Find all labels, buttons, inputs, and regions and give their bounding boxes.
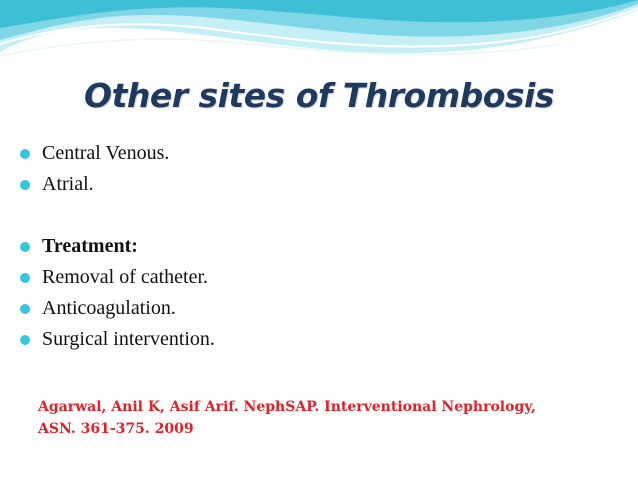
bullet-item xyxy=(16,169,616,200)
bullet-text: Anticoagulation. xyxy=(42,297,176,319)
bullet-item-heading xyxy=(16,231,616,262)
bullet-item xyxy=(16,262,616,293)
bullet-icon xyxy=(20,180,30,190)
bullet-item xyxy=(16,138,616,169)
slide-title: Other sites of Thrombosis xyxy=(84,76,554,115)
bullet-text: Surgical intervention. xyxy=(42,328,215,350)
bullet-icon xyxy=(20,242,30,252)
bullet-item xyxy=(16,293,616,324)
bullet-item xyxy=(16,324,616,355)
reference-line: ASN. 361-375. 2009 xyxy=(38,421,194,437)
reference-line: Agarwal, Anil K, Asif Arif. NephSAP. Interventional Nephrology, xyxy=(38,399,536,415)
bullet-spacer xyxy=(16,200,616,231)
bullet-text: Removal of catheter. xyxy=(42,266,209,288)
bullet-icon xyxy=(20,335,30,345)
bullet-icon xyxy=(20,304,30,314)
bullet-list xyxy=(16,138,616,355)
bullet-icon xyxy=(20,273,30,283)
bullet-text: Atrial. xyxy=(42,173,94,195)
bullet-icon xyxy=(20,149,30,159)
bullet-text: Central Venous. xyxy=(42,142,170,164)
reference-citation xyxy=(38,396,598,440)
bullet-text: Treatment: xyxy=(42,235,138,257)
